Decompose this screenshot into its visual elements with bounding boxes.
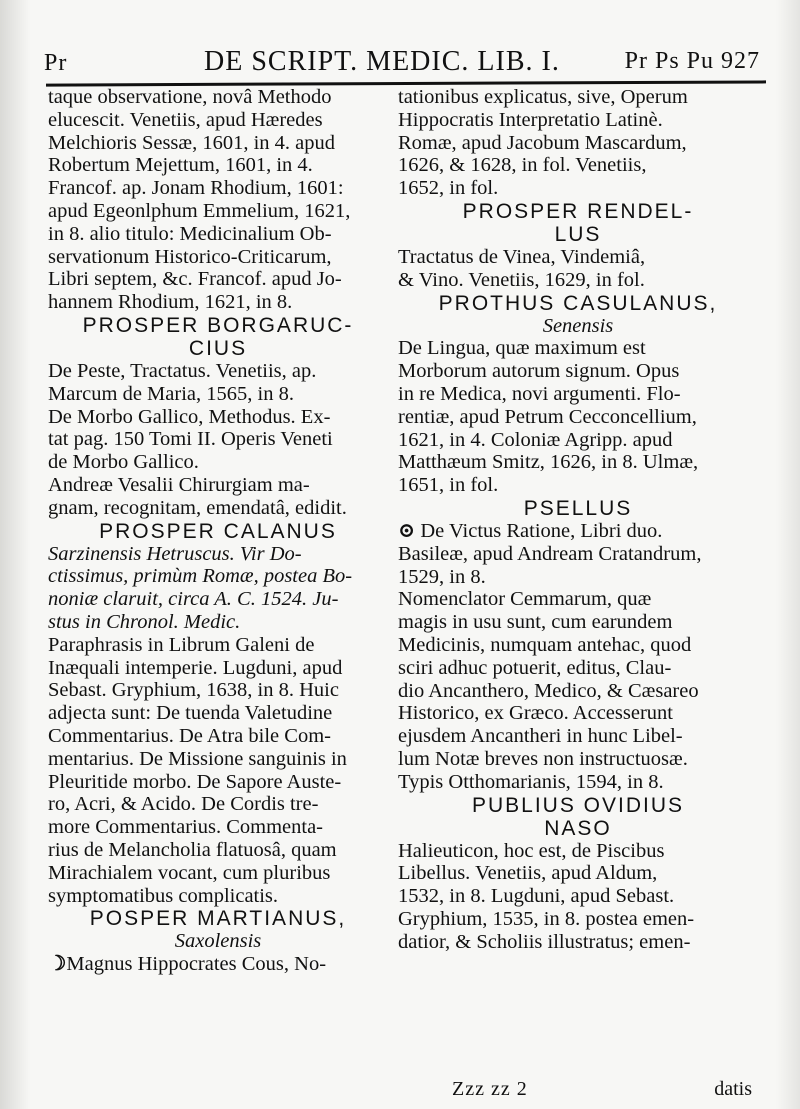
sub-martianus: Saxolensis xyxy=(174,930,262,953)
sub-casulanus: Senensis xyxy=(542,314,614,337)
entry-borgaruccius-1: De Peste, Tractatus. Venetiis, ap. Marcum de Maria, 1565, in 8. xyxy=(48,359,317,405)
signature-mark: Zzz zz 2 xyxy=(452,1078,528,1100)
entry-calanus: Paraphrasis in Librum Galeni de Inæquali intemperie. Lugduni, apud Sebast. Gryphium, 1638, in 8. Huic adjecta sunt: De tuenda Valetudine Commentarius. De Atra bile Com- mentarius. De Missione sanguinis in Pleuritide morbo. De Sapore Auste- ro, Acri, & Acido. De Cordis tre- more Commentarius. Commenta- rius de Melancholia flatuosâ, quam Mirachialem vocant, cum pluribus symptomatibus complicatis. xyxy=(48,633,347,907)
heading-casulanus: PROTHUS CASULANUS, xyxy=(438,291,718,315)
catchword: datis xyxy=(714,1078,752,1100)
entry-psellus-1-text: De Victus Ratione, Libri duo. Basileæ, apud Andream Cratandrum, 1529, in 8. xyxy=(398,519,702,588)
entry-rendellus: Tractatus de Vinea, Vindemiâ, & Vino. Venetiis, 1629, in fol. xyxy=(398,245,646,291)
moon-symbol-icon: ☽ xyxy=(48,953,67,976)
note-calanus: Sarzinensis Hetruscus. Vir Do- ctissimus, primùm Romæ, postea Bo- noniæ claruit, circa A. C. 1524. Ju- stus in Chronol. Medic. xyxy=(48,542,353,633)
header-left-letters: Pr xyxy=(44,50,68,76)
right-intro-text: tationibus explicatus, sive, Operum Hippocratis Interpretatio Latinè. Romæ, apud Jacobum Mascardum, 1626, & 1628, in fol. Venetiis, 1652, in fol. xyxy=(398,86,688,200)
heading-borgaruccius: PROSPER BORGARUC- CIUS xyxy=(82,313,354,360)
heading-ovidius: PUBLIUS OVIDIUS NASO xyxy=(471,793,685,840)
running-header xyxy=(44,46,770,82)
entry-borgaruccius-2: De Morbo Gallico, Methodus. Ex- tat pag. 150 Tomi II. Operis Veneti de Morbo Gallico. xyxy=(48,405,333,474)
entry-psellus-1 xyxy=(398,520,758,588)
sun-symbol-icon: ⊙ xyxy=(398,519,416,542)
entry-borgaruccius-3: Andreæ Vesalii Chirurgiam ma- gnam, recognitam, emendatâ, edidit. xyxy=(48,473,347,519)
entry-martianus-text: Magnus Hippocrates Cous, No- xyxy=(66,953,327,976)
heading-calanus: PROSPER CALANUS xyxy=(99,519,337,543)
heading-rendellus: PROSPER RENDEL- LUS xyxy=(462,199,694,246)
header-page-number: Pr Ps Pu 927 xyxy=(624,48,760,74)
heading-martianus: POSPER MARTIANUS, xyxy=(89,907,347,931)
entry-ovidius: Halieuticon, hoc est, de Piscibus Libellus. Venetiis, apud Aldum, 1532, in 8. Lugduni, apud Sebast. Gryphium, 1535, in 8. postea emen- datior, & Scholiis illustratus; emen- xyxy=(398,839,695,953)
entry-casulanus: De Lingua, quæ maximum est Morborum autorum signum. Opus in re Medica, novi argumenti. Flo- rentiæ, apud Petrum Cecconcellium, 1621, in 4. Coloniæ Agripp. apud Matthæum Smitz, 1626, in 8. Ulmæ, 1651, in fol. xyxy=(398,337,699,497)
header-title: DE SCRIPT. MEDIC. LIB. I. xyxy=(204,46,560,77)
heading-psellus: PSELLUS xyxy=(523,496,633,520)
left-intro-text: taque observatione, novâ Methodo elucescit. Venetiis, apud Hæredes Melchioris Sessæ, 1601, in 4. apud Robertum Mejettum, 1601, in 4. Francof. ap. Jonam Rhodium, 1601: apud Egeonlphum Emmelium, 1621, in 8. alio titulo: Medicinalium Ob- servationum Historico-Criticarum, Libri septem, &c. Francof. apud Jo- hannem Rhodium, 1621, in 8. xyxy=(48,86,351,314)
right-column xyxy=(398,86,758,954)
entry-psellus-2: Nomenclator Cemmarum, quæ magis in usu sunt, cum earundem Medicinis, numquam antehac, quod sciri adhuc potuerit, editus, Clau- dio Ancanthero, Medico, & Cæsareo Historico, ex Græco. Accesserunt ejusdem Ancantheri in hunc Libel- lum Notæ breves non instructuosæ. Typis Otthomarianis, 1594, in 8. xyxy=(398,588,699,793)
entry-martianus xyxy=(48,953,388,976)
left-column xyxy=(48,86,388,976)
